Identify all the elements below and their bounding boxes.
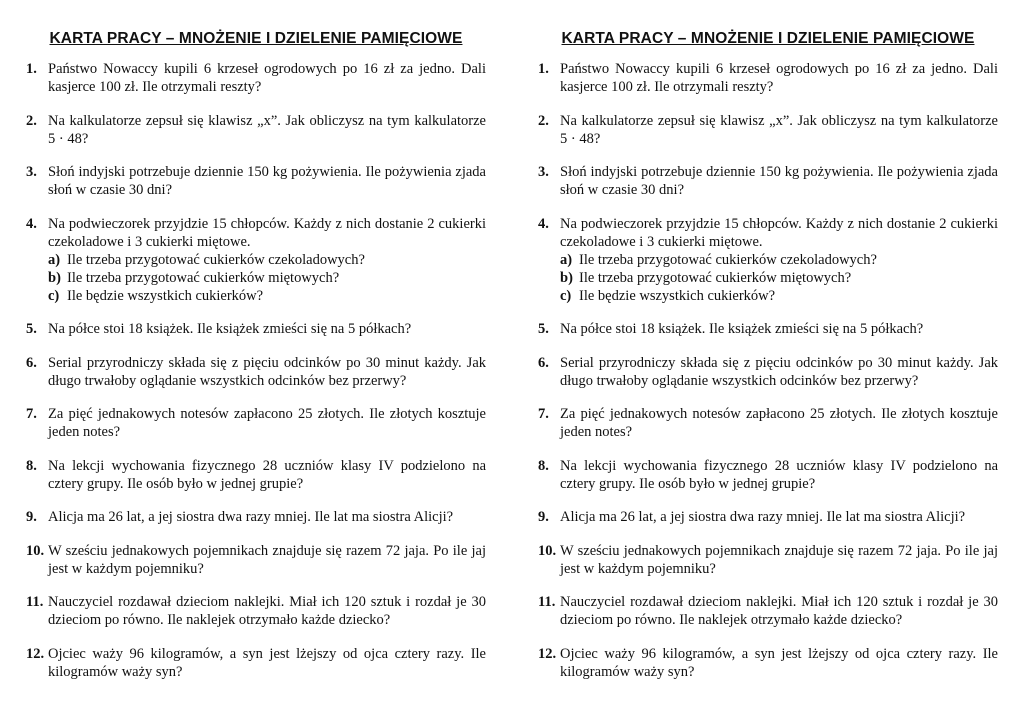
task-text: Serial przyrodniczy składa się z pięciu odcinków po 30 minut każdy. Jak długo trwałoby oglądanie wszystkich odcinków bez przerwy? bbox=[560, 354, 998, 389]
task-4 bbox=[538, 215, 998, 305]
task-9 bbox=[538, 508, 998, 526]
subtask-text: Ile trzeba przygotować cukierków miętowych? bbox=[67, 269, 340, 286]
task-text: Państwo Nowaccy kupili 6 krzeseł ogrodowych po 16 zł za jedno. Dali kasjerce 100 zł. Ile otrzymali reszty? bbox=[48, 61, 486, 95]
subtask-text: Ile trzeba przygotować cukierków czekoladowych? bbox=[67, 251, 365, 268]
task-text: Słoń indyjski potrzebuje dziennie 150 kg pożywienia. Ile pożywienia zjada słoń w czasie 30 dni? bbox=[48, 164, 486, 198]
subtask-text: Ile trzeba przygotować cukierków czekoladowych? bbox=[579, 251, 877, 268]
task-number: 2. bbox=[538, 112, 549, 129]
subtask-text: Ile trzeba przygotować cukierków miętowych? bbox=[579, 269, 852, 286]
subtask-c bbox=[48, 287, 486, 305]
subtask-c bbox=[560, 287, 998, 305]
task-body bbox=[560, 215, 998, 305]
task-number: 8. bbox=[538, 457, 549, 474]
task-number: 8. bbox=[26, 457, 37, 474]
task-1 bbox=[26, 60, 486, 96]
task-number: 11. bbox=[26, 594, 44, 610]
task-text: Państwo Nowaccy kupili 6 krzeseł ogrodowych po 16 zł za jedno. Dali kasjerce 100 zł. Ile otrzymali reszty? bbox=[560, 61, 998, 95]
task-text: Ojciec waży 96 kilogramów, a syn jest lżejszy od ojca cztery razy. Ile kilogramów waży syn? bbox=[48, 645, 486, 680]
task-5 bbox=[26, 320, 486, 338]
subtask-a bbox=[48, 251, 486, 269]
task-text: Serial przyrodniczy składa się z pięciu odcinków po 30 minut każdy. Jak długo trwałoby oglądanie wszystkich odcinków bez przerwy? bbox=[48, 354, 486, 389]
task-number: 1. bbox=[26, 61, 37, 77]
task-12 bbox=[26, 645, 486, 681]
task-2 bbox=[538, 112, 998, 148]
task-number: 10. bbox=[538, 542, 557, 559]
task-text: Na podwieczorek przyjdzie 15 chłopców. Każdy z nich dostanie 2 cukierki czekoladowe i 3 cukierki miętowe. bbox=[560, 215, 998, 250]
subtask-b bbox=[48, 269, 486, 287]
task-8 bbox=[538, 457, 998, 493]
task-number: 6. bbox=[26, 354, 37, 371]
task-number: 12. bbox=[538, 645, 557, 662]
task-body bbox=[48, 215, 486, 305]
task-6 bbox=[26, 354, 486, 390]
task-text: Na podwieczorek przyjdzie 15 chłopców. Każdy z nich dostanie 2 cukierki czekoladowe i 3 cukierki miętowe. bbox=[48, 215, 486, 250]
task-text: Za pięć jednakowych notesów zapłacono 25 złotych. Ile złotych kosztuje jeden notes? bbox=[48, 406, 486, 440]
task-number: 9. bbox=[26, 509, 37, 525]
task-number: 3. bbox=[26, 164, 37, 180]
task-text: Ojciec waży 96 kilogramów, a syn jest lżejszy od ojca cztery razy. Ile kilogramów waży syn? bbox=[560, 645, 998, 680]
task-11 bbox=[538, 593, 998, 629]
subtask-label: c) bbox=[48, 287, 60, 304]
task-12 bbox=[538, 645, 998, 681]
subtask-text: Ile będzie wszystkich cukierków? bbox=[67, 287, 264, 304]
subtask-label: c) bbox=[560, 287, 572, 304]
task-text: Na kalkulatorze zepsuł się klawisz „x”. Jak obliczysz na tym kalkulatorze 5 · 48? bbox=[48, 112, 486, 147]
task-5 bbox=[538, 320, 998, 338]
task-text: Nauczyciel rozdawał dzieciom naklejki. Miał ich 120 sztuk i rozdał je 30 dzieciom po równo. Ile naklejek otrzymało każde dziecko? bbox=[560, 594, 998, 628]
worksheet-left bbox=[26, 0, 486, 696]
subtask-label: a) bbox=[48, 251, 61, 268]
subtask-label: b) bbox=[560, 269, 573, 286]
task-number: 4. bbox=[26, 215, 37, 232]
task-number: 11. bbox=[538, 594, 556, 610]
task-number: 5. bbox=[538, 321, 549, 337]
task-number: 2. bbox=[26, 112, 37, 129]
task-number: 4. bbox=[538, 215, 549, 232]
task-2 bbox=[26, 112, 486, 148]
task-1 bbox=[538, 60, 998, 96]
task-text: Na lekcji wychowania fizycznego 28 uczniów klasy IV podzielono na cztery grupy. Ile osób było w jednej grupie? bbox=[560, 457, 998, 492]
task-number: 3. bbox=[538, 164, 549, 180]
task-10 bbox=[26, 542, 486, 578]
task-4 bbox=[26, 215, 486, 305]
task-number: 6. bbox=[538, 354, 549, 371]
task-text: Na kalkulatorze zepsuł się klawisz „x”. Jak obliczysz na tym kalkulatorze 5 · 48? bbox=[560, 112, 998, 147]
task-3 bbox=[26, 163, 486, 199]
task-text: Na lekcji wychowania fizycznego 28 uczniów klasy IV podzielono na cztery grupy. Ile osób było w jednej grupie? bbox=[48, 457, 486, 492]
task-text: Na półce stoi 18 książek. Ile książek zmieści się na 5 półkach? bbox=[560, 321, 924, 337]
task-text: Nauczyciel rozdawał dzieciom naklejki. Miał ich 120 sztuk i rozdał je 30 dzieciom po równo. Ile naklejek otrzymało każde dziecko? bbox=[48, 594, 486, 628]
task-6 bbox=[538, 354, 998, 390]
task-number: 5. bbox=[26, 321, 37, 337]
subtask-label: b) bbox=[48, 269, 61, 286]
task-text: Na półce stoi 18 książek. Ile książek zmieści się na 5 półkach? bbox=[48, 321, 412, 337]
task-7 bbox=[26, 405, 486, 441]
subtask-text: Ile będzie wszystkich cukierków? bbox=[579, 287, 776, 304]
task-3 bbox=[538, 163, 998, 199]
task-11 bbox=[26, 593, 486, 629]
task-text: Alicja ma 26 lat, a jej siostra dwa razy mniej. Ile lat ma siostra Alicji? bbox=[48, 509, 454, 525]
subtask-label: a) bbox=[560, 251, 573, 268]
task-number: 1. bbox=[538, 61, 549, 77]
task-text: Za pięć jednakowych notesów zapłacono 25 złotych. Ile złotych kosztuje jeden notes? bbox=[560, 406, 998, 440]
task-text: Słoń indyjski potrzebuje dziennie 150 kg pożywienia. Ile pożywienia zjada słoń w czasie 30 dni? bbox=[560, 164, 998, 198]
task-number: 7. bbox=[538, 406, 549, 422]
task-number: 12. bbox=[26, 645, 45, 662]
task-text: W sześciu jednakowych pojemnikach znajduje się razem 72 jaja. Po ile jaj jest w każdym pojemniku? bbox=[560, 542, 998, 577]
task-7 bbox=[538, 405, 998, 441]
task-text: Alicja ma 26 lat, a jej siostra dwa razy mniej. Ile lat ma siostra Alicji? bbox=[560, 509, 966, 525]
task-8 bbox=[26, 457, 486, 493]
worksheet-title: KARTA PRACY – MNOŻENIE I DZIELENIE PAMIĘCIOWE bbox=[561, 30, 975, 47]
subtask-b bbox=[560, 269, 998, 287]
task-text: W sześciu jednakowych pojemnikach znajduje się razem 72 jaja. Po ile jaj jest w każdym pojemniku? bbox=[48, 542, 486, 577]
subtask-a bbox=[560, 251, 998, 269]
task-number: 7. bbox=[26, 406, 37, 422]
task-number: 9. bbox=[538, 509, 549, 525]
worksheet-title: KARTA PRACY – MNOŻENIE I DZIELENIE PAMIĘCIOWE bbox=[49, 30, 463, 47]
worksheet-right bbox=[538, 0, 998, 696]
task-number: 10. bbox=[26, 542, 45, 559]
task-9 bbox=[26, 508, 486, 526]
task-10 bbox=[538, 542, 998, 578]
